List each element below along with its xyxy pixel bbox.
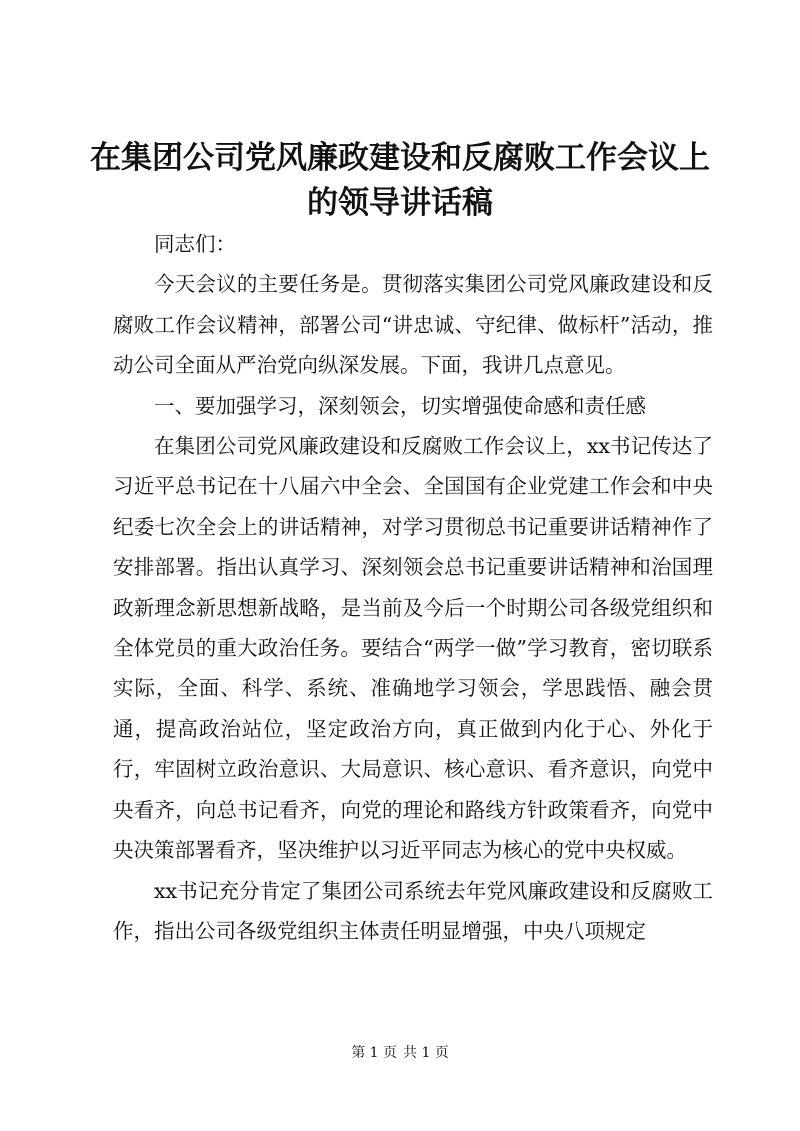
paragraph-intro: 今天会议的主要任务是。贯彻落实集团公司党风廉政建设和反腐败工作会议精神，部署公司“讲忠诚、守纪律、做标杆”活动，推动公司全面从严治党向纵深发展。下面，我讲几点意见。 bbox=[113, 272, 713, 378]
document-title bbox=[80, 136, 720, 226]
page-total: 共 1 页 bbox=[403, 1045, 449, 1061]
section-heading-1: 一、要加强学习，深刻领会，切实增强使命感和责任感 bbox=[154, 393, 646, 418]
paragraph-study: 在集团公司党风廉政建设和反腐败工作会议上，xx书记传达了习近平总书记在十八届六中全会、全国国有企业党建工作会和中央纪委七次全会上的讲话精神，对学习贯彻总书记重要讲话精神作了安排部署。指出认真学习、深刻领会总书记重要讲话精神和治国理政新理念新思想新战略，是当前及今后一个时期公司各级党组织和全体党员的重大政治任务。要结合“两学一做”学习教育，密切联系实际，全面、科学、系统、准确地学习领会，学思践悟、融会贯通，提高政治站位，坚定政治方向，真正做到内化于心、外化于行，牢固树立政治意识、大局意识、核心意识、看齐意识，向党中央看齐，向总书记看齐，向党的理论和路线方针政策看齐，向党中央决策部署看齐，坚决维护以习近平同志为核心的党中央权威。 bbox=[113, 434, 713, 863]
page-number: 第 1 页 bbox=[351, 1045, 397, 1061]
paragraph-affirmation: xx书记充分肯定了集团公司系统去年党风廉政建设和反腐败工作，指出公司各级党组织主体责任明显增强，中央八项规定 bbox=[113, 878, 713, 943]
title-line-2: 的领导讲话稿 bbox=[307, 185, 493, 221]
title-line-1: 在集团公司党风廉政建设和反腐败工作会议上 bbox=[90, 140, 710, 176]
salutation: 同志们： bbox=[154, 232, 236, 256]
document-body bbox=[113, 224, 713, 951]
page-footer bbox=[0, 1043, 800, 1063]
